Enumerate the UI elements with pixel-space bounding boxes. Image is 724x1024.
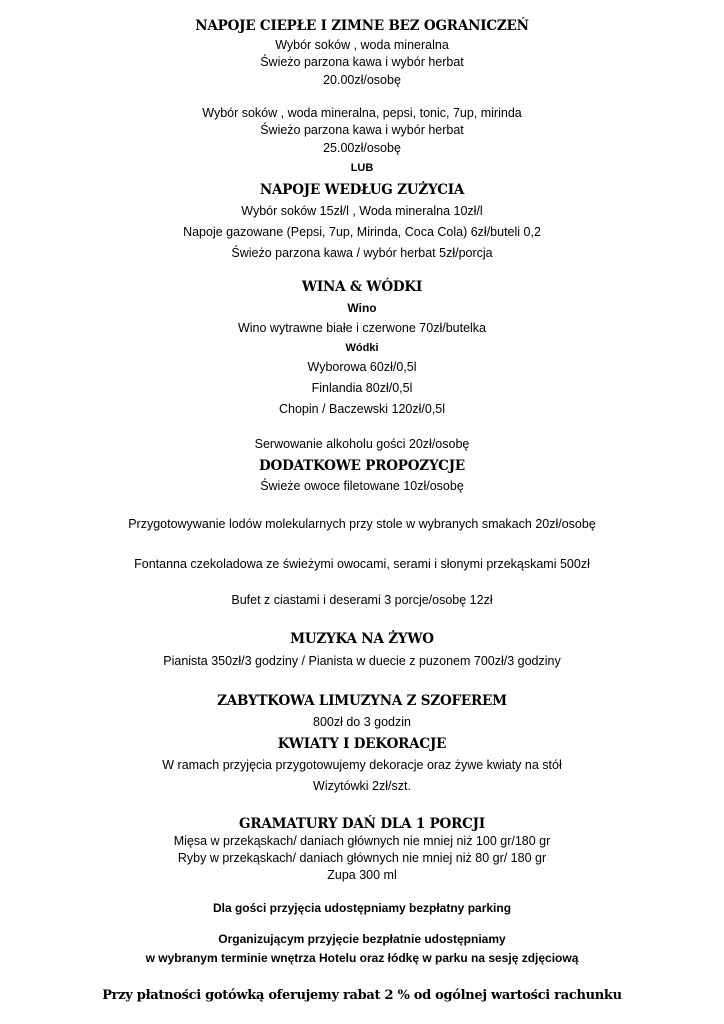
extras-line: Fontanna czekoladowa ze świeżymi owocami, serami i słonymi przekąskami 500zł [134, 557, 590, 571]
drinks-usage-line: Świeżo parzona kawa / wybór herbat 5zł/porcja [231, 246, 493, 260]
or-label: LUB [350, 162, 374, 174]
venue-note-line: Organizującym przyjęcie bezpłatnie udostępniamy [218, 932, 506, 946]
drinks-usage-heading: NAPOJE WEDŁUG ZUŻYCIA [259, 182, 465, 198]
drinks-option1-price: 20.00zł/osobę [323, 73, 401, 87]
vodka-line: Chopin / Baczewski 120zł/0,5l [278, 402, 446, 416]
portions-line: Mięsa w przekąskach/ daniach głównych nie mniej niż 100 gr/180 gr [173, 834, 551, 848]
portions-line: Ryby w przekąskach/ daniach głównych nie mniej niż 80 gr/ 180 gr [177, 851, 547, 865]
drinks-option2-price: 25.00zł/osobę [323, 141, 401, 155]
portions-heading: GRAMATURY DAŃ DLA 1 PORCJI [239, 816, 485, 832]
drinks-option1-line: Świeżo parzona kawa i wybór herbat [260, 55, 464, 69]
drinks-option1-line: Wybór soków , woda mineralna [275, 38, 449, 52]
flowers-line: Wizytówki 2zł/szt. [313, 779, 411, 793]
live-music-heading: MUZYKA NA ŻYWO [290, 631, 434, 647]
extras-line: Świeże owoce filetowane 10zł/osobę [260, 479, 464, 493]
drinks-option2-line: Wybór soków , woda mineralna, pepsi, tonic, 7up, mirinda [202, 106, 522, 120]
vodka-line: Finlandia 80zł/0,5l [311, 381, 413, 395]
drinks-usage-line: Wybór soków 15zł/l , Woda mineralna 10zł/l [241, 204, 483, 218]
alcohol-service-fee: Serwowanie alkoholu gości 20zł/osobę [254, 437, 470, 451]
wine-label: Wino [347, 301, 377, 315]
limousine-heading: ZABYTKOWA LIMUZYNA Z SZOFEREM [217, 693, 507, 709]
drinks-usage-line: Napoje gazowane (Pepsi, 7up, Mirinda, Coca Cola) 6zł/buteli 0,2 [183, 225, 541, 239]
flowers-line: W ramach przyjęcia przygotowujemy dekoracje oraz żywe kwiaty na stół [162, 758, 562, 772]
flowers-heading: KWIATY I DEKORACJE [277, 736, 447, 752]
wines-vodka-heading: WINA & WÓDKI [301, 279, 423, 295]
extras-heading: DODATKOWE PROPOZYCJE [259, 458, 465, 474]
wine-line: Wino wytrawne białe i czerwone 70zł/butelka [237, 321, 487, 335]
drinks-unlimited-heading: NAPOJE CIEPŁE I ZIMNE BEZ OGRANICZEŃ [195, 18, 529, 34]
vodka-label: Wódki [345, 342, 379, 354]
extras-line: Bufet z ciastami i deserami 3 porcje/osobę 12zł [231, 593, 493, 607]
portions-line: Zupa 300 ml [327, 868, 397, 882]
venue-note-line: w wybranym terminie wnętrza Hotelu oraz łódkę w parku na sesję zdjęciową [145, 951, 579, 965]
extras-line: Przygotowywanie lodów molekularnych przy stole w wybranych smakach 20zł/osobę [128, 517, 596, 531]
drinks-option2-line: Świeżo parzona kawa i wybór herbat [260, 123, 464, 137]
live-music-line: Pianista 350zł/3 godziny / Pianista w duecie z puzonem 700zł/3 godziny [163, 654, 561, 668]
parking-note: Dla gości przyjęcia udostępniamy bezpłatny parking [212, 901, 512, 915]
limousine-line: 800zł do 3 godzin [313, 715, 411, 729]
vodka-line: Wyborowa 60zł/0,5l [307, 360, 417, 374]
cash-discount-note: Przy płatności gotówką oferujemy rabat 2 % od ogólnej wartości rachunku [102, 988, 622, 1003]
